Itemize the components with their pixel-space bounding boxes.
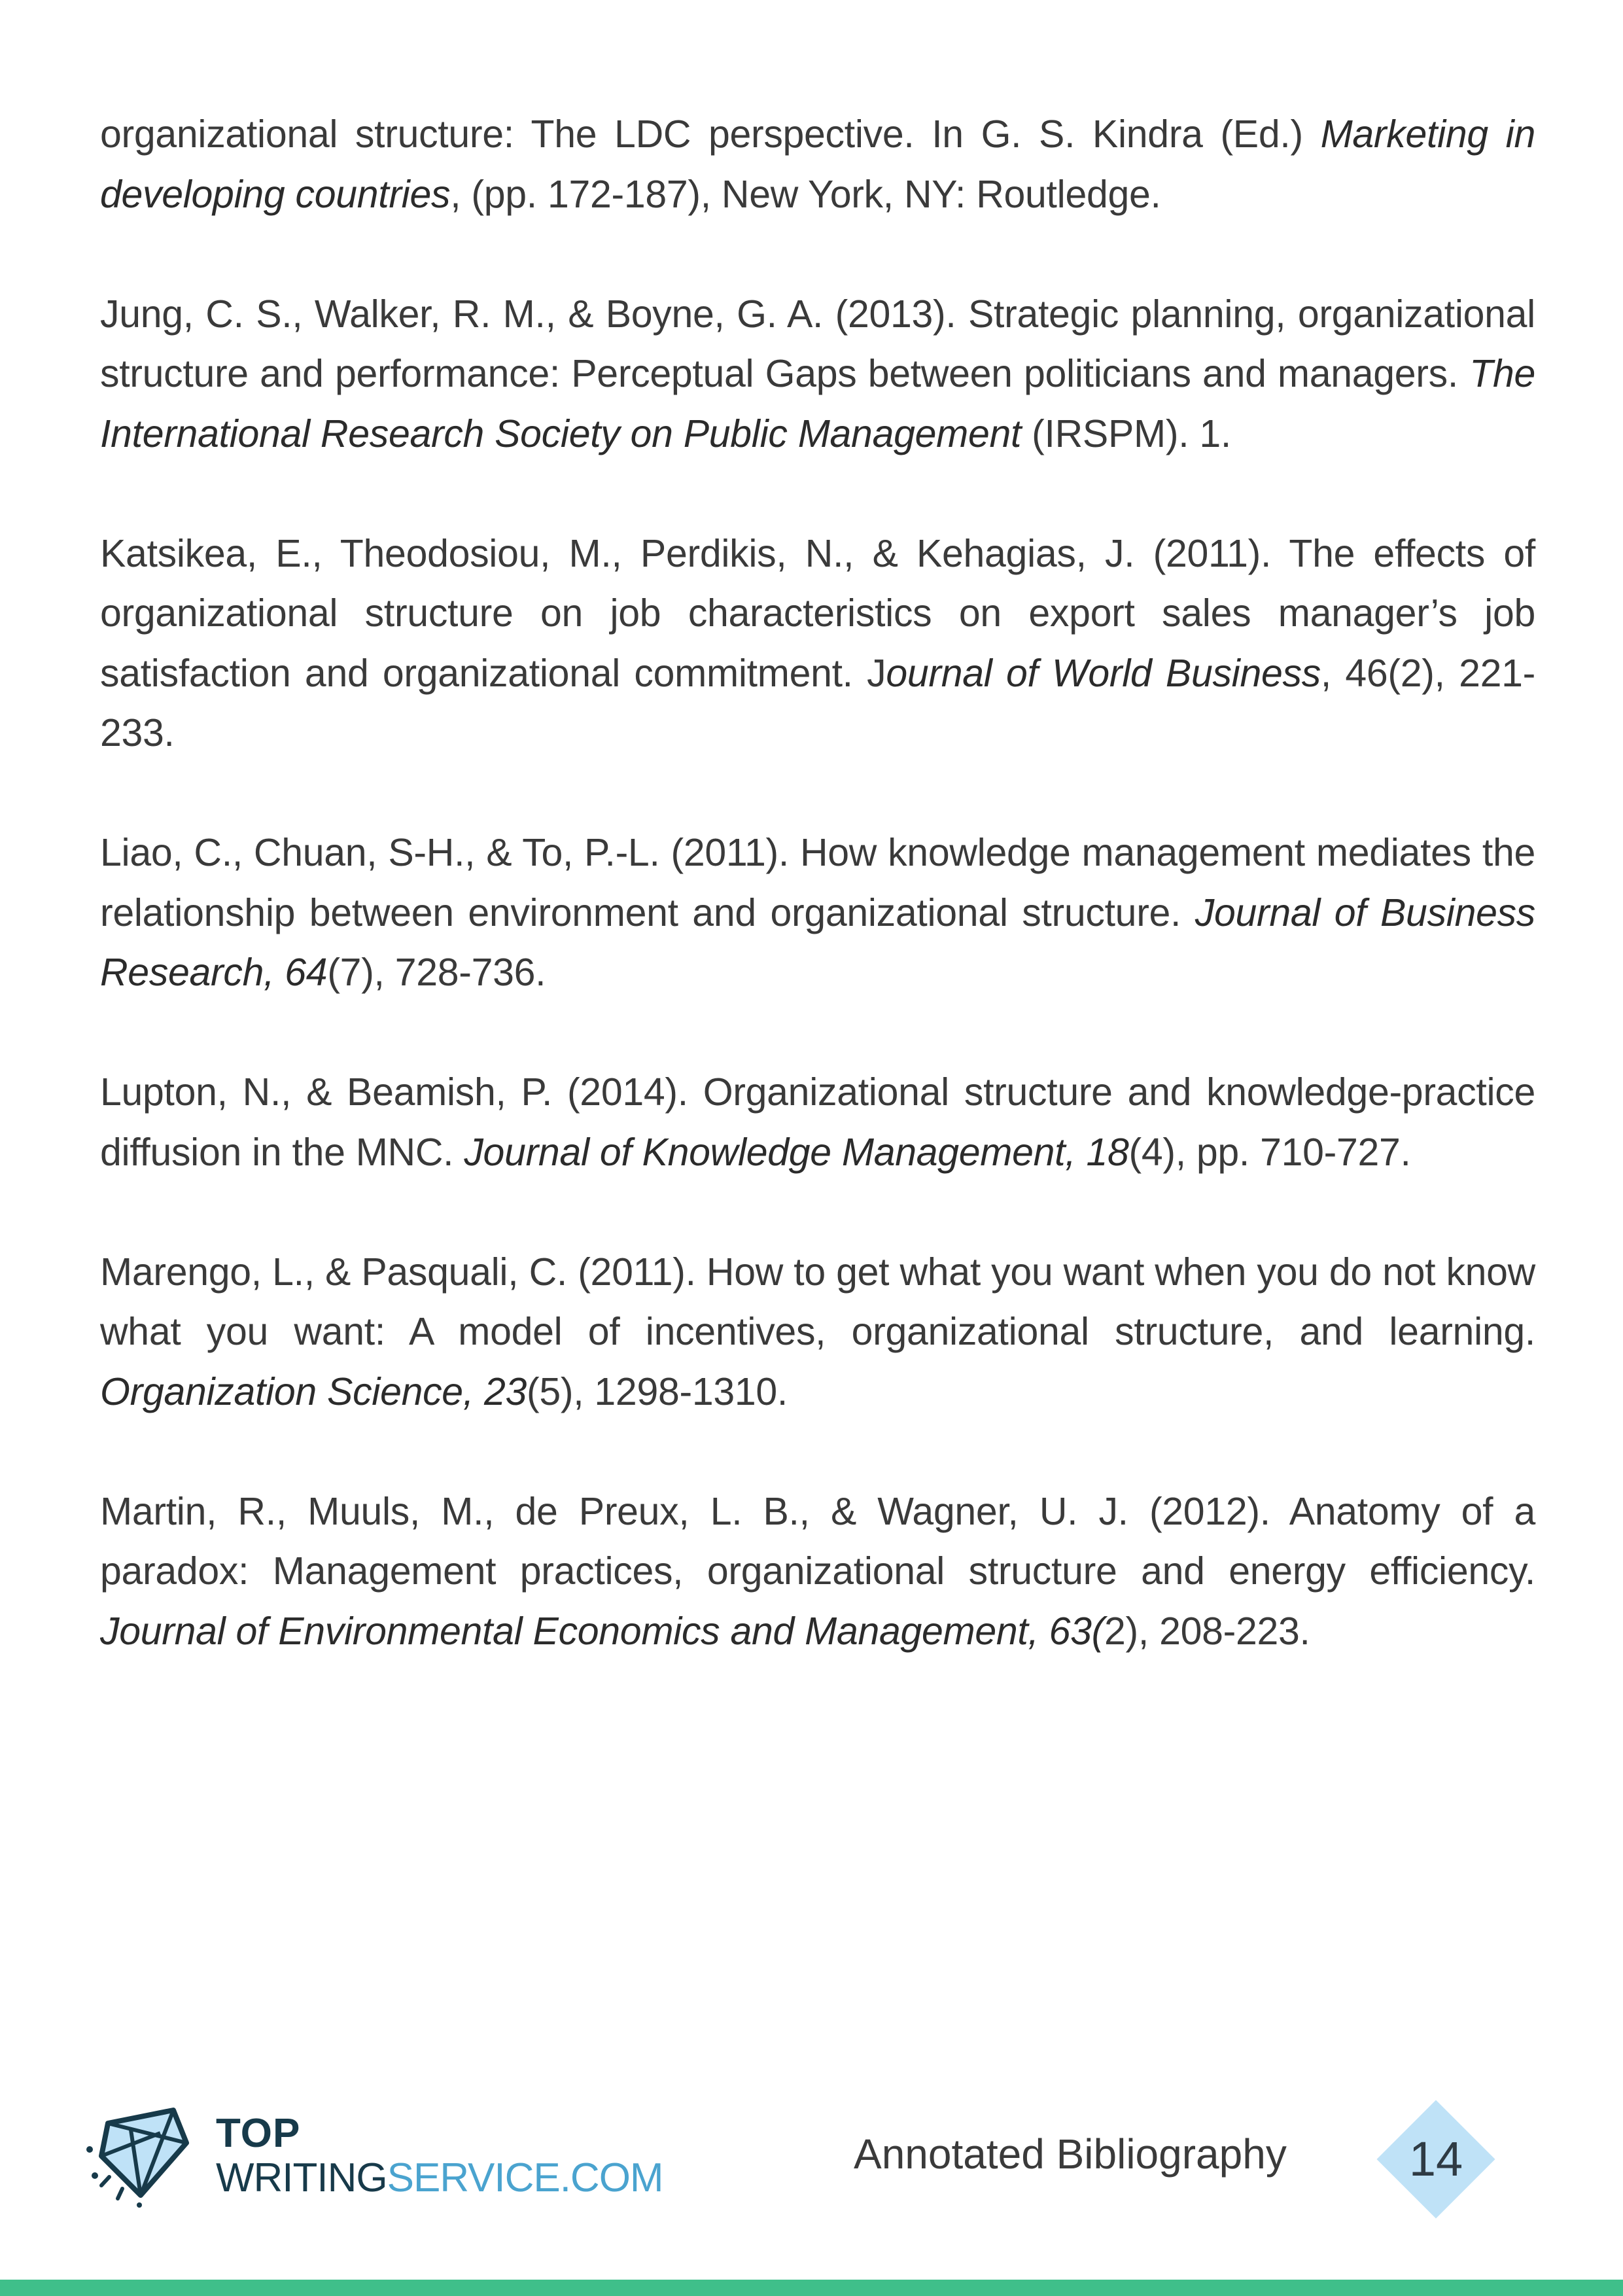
reference-entry: Martin, R., Muuls, M., de Preux, L. B., & Wagner, U. J. (2012). Anatomy of a paradox: Management practices, organizational structure and energy efficiency. Journal of Environmental Economics and Management, 63(2), 208-223. bbox=[100, 1489, 1535, 1653]
logo-top-text: TOP bbox=[216, 2111, 301, 2156]
reference-entry: Liao, C., Chuan, S-H., & To, P.-L. (2011). How knowledge management mediates the relationship between environment and organizational structure. Journal of Business Research, 64(7), 728-736. bbox=[100, 831, 1535, 994]
reference-entry: Lupton, N., & Beamish, P. (2014). Organizational structure and knowledge-practice diffusion in the MNC. Journal of Knowledge Management, 18(4), pp. 710-727. bbox=[100, 1070, 1535, 1174]
logo-bottom-text: WRITINGSERVICE.COM bbox=[216, 2155, 663, 2200]
reference-entry: organizational structure: The LDC perspective. In G. S. Kindra (Ed.) Marketing in developing countries, (pp. 172-187), New York, NY: Routledge. bbox=[100, 113, 1535, 216]
document-title: Annotated Bibliography bbox=[854, 2130, 1287, 2178]
reference-entry: Jung, C. S., Walker, R. M., & Boyne, G. A. (2013). Strategic planning, organizational structure and performance: Perceptual Gaps between politicians and managers. The International Research Society on Public Management (IRSPM). 1. bbox=[100, 292, 1535, 455]
reference-list bbox=[100, 105, 1535, 1722]
page-number-badge bbox=[1370, 2094, 1501, 2225]
brand-logo bbox=[82, 2104, 671, 2208]
bottom-accent-bar bbox=[0, 2280, 1623, 2296]
reference-entry: Katsikea, E., Theodosiou, M., Perdikis, N., & Kehagias, J. (2011). The effects of organizational structure on job characteristics on export sales manager’s job satisfaction and organizational commitment. Journal of World Business, 46(2), 221-233. bbox=[100, 531, 1535, 754]
page-footer bbox=[0, 2081, 1623, 2296]
diamond-logo-icon bbox=[82, 2104, 200, 2208]
reference-entry: Marengo, L., & Pasquali, C. (2011). How to get what you want when you do not know what you want: A model of incentives, organizational structure, and learning. Organization Science, 23(5), 1298-1310. bbox=[100, 1250, 1535, 1413]
page-number: 14 bbox=[1408, 2132, 1463, 2186]
